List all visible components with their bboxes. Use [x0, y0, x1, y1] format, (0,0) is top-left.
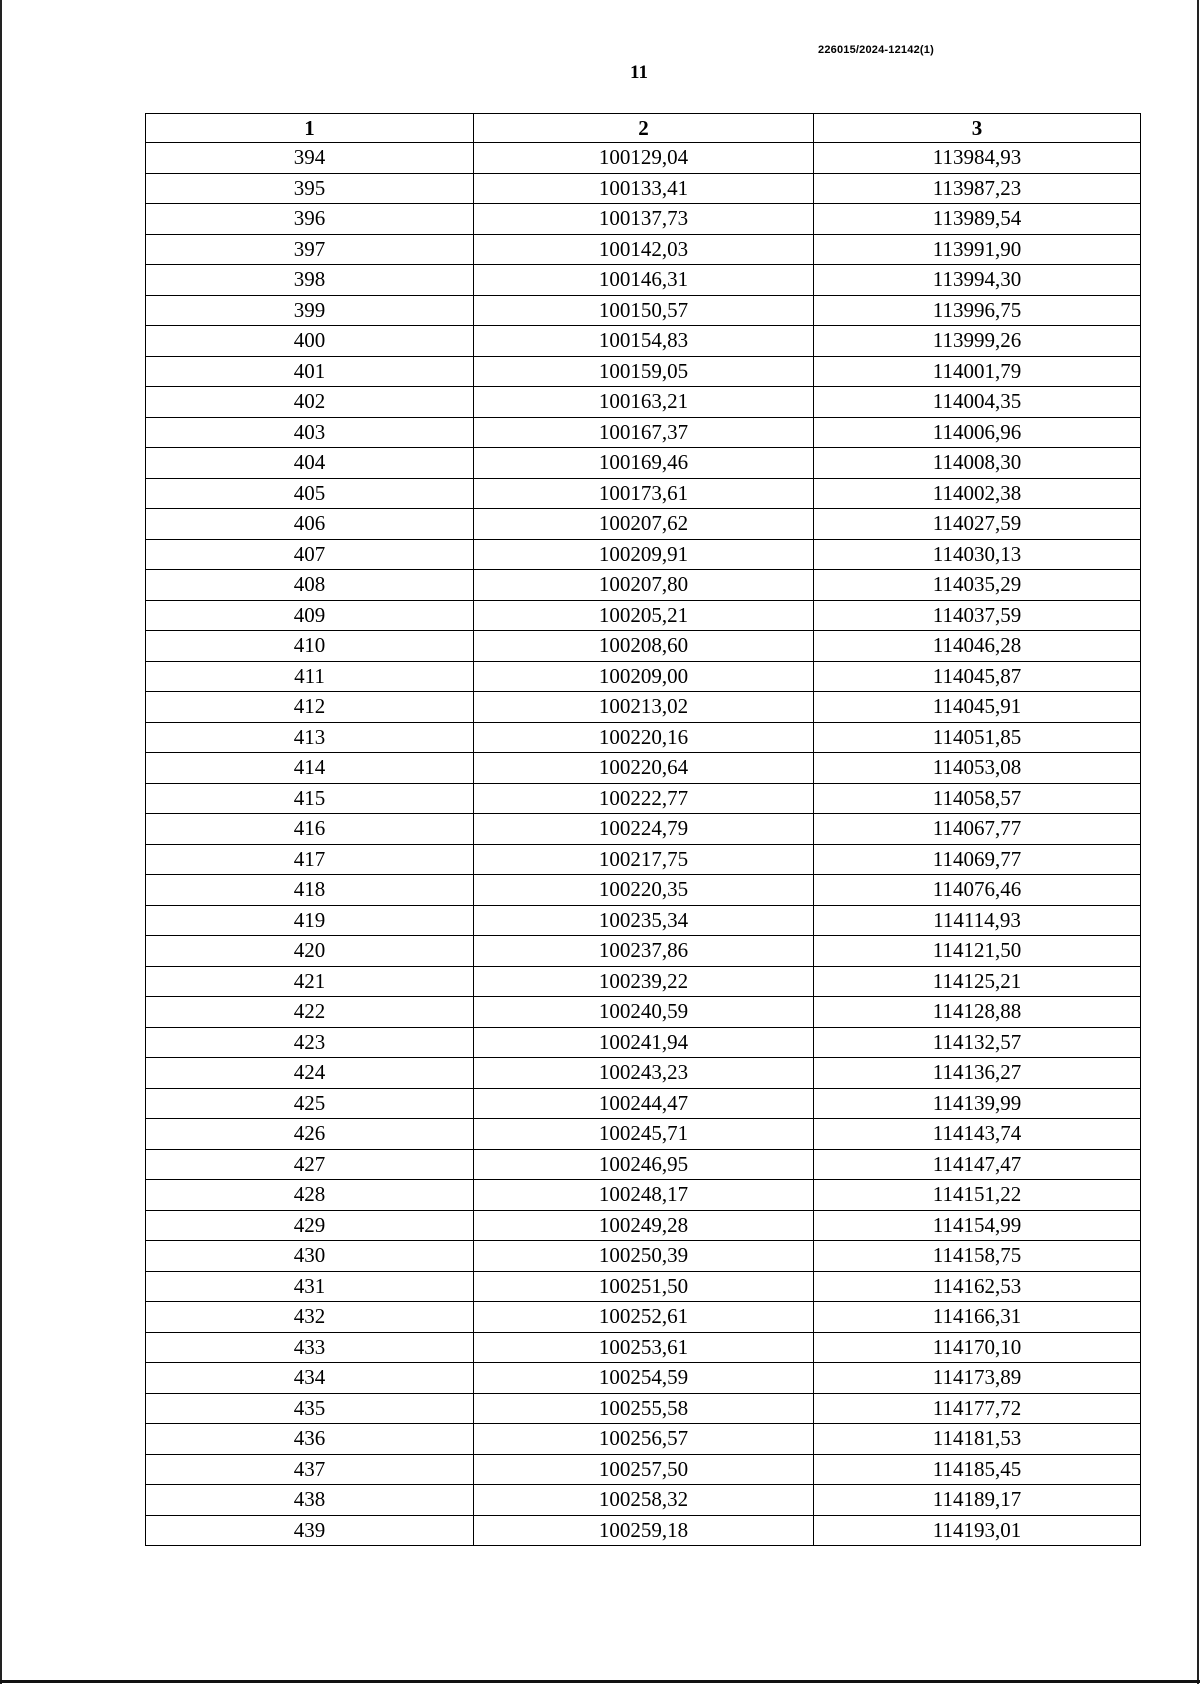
coordinate-y-cell: 114045,91 — [814, 692, 1141, 723]
coordinate-x-cell: 100250,39 — [474, 1241, 814, 1272]
coordinate-x-cell: 100220,64 — [474, 753, 814, 784]
coordinate-y-cell: 114151,22 — [814, 1180, 1141, 1211]
coordinate-x-cell: 100239,22 — [474, 966, 814, 997]
coordinate-y-cell: 113999,26 — [814, 326, 1141, 357]
coordinate-y-cell: 114008,30 — [814, 448, 1141, 479]
table-row — [146, 173, 1141, 204]
table-row — [146, 1393, 1141, 1424]
coordinate-y-cell: 114143,74 — [814, 1119, 1141, 1150]
coordinate-y-cell: 114193,01 — [814, 1515, 1141, 1546]
coordinate-x-cell: 100142,03 — [474, 234, 814, 265]
point-number-cell: 423 — [146, 1027, 474, 1058]
point-number-cell: 433 — [146, 1332, 474, 1363]
point-number-cell: 408 — [146, 570, 474, 601]
coordinate-y-cell: 114006,96 — [814, 417, 1141, 448]
point-number-cell: 419 — [146, 905, 474, 936]
coordinate-y-cell: 114069,77 — [814, 844, 1141, 875]
point-number-cell: 401 — [146, 356, 474, 387]
table-row — [146, 1363, 1141, 1394]
table-row — [146, 478, 1141, 509]
coordinate-y-cell: 113994,30 — [814, 265, 1141, 296]
table-row — [146, 570, 1141, 601]
coordinate-y-cell: 114045,87 — [814, 661, 1141, 692]
page-bottom-border — [0, 1680, 1200, 1683]
table-row — [146, 875, 1141, 906]
coordinate-x-cell: 100235,34 — [474, 905, 814, 936]
coordinate-x-cell: 100173,61 — [474, 478, 814, 509]
coordinate-y-cell: 114132,57 — [814, 1027, 1141, 1058]
coordinate-y-cell: 114067,77 — [814, 814, 1141, 845]
coordinate-x-cell: 100209,00 — [474, 661, 814, 692]
table-row — [146, 204, 1141, 235]
point-number-cell: 414 — [146, 753, 474, 784]
table-row — [146, 1515, 1141, 1546]
coordinate-y-cell: 113987,23 — [814, 173, 1141, 204]
coordinate-y-cell: 114035,29 — [814, 570, 1141, 601]
point-number-cell: 418 — [146, 875, 474, 906]
point-number-cell: 400 — [146, 326, 474, 357]
coordinate-x-cell: 100220,35 — [474, 875, 814, 906]
coordinate-y-cell: 114114,93 — [814, 905, 1141, 936]
table-row — [146, 936, 1141, 967]
point-number-cell: 432 — [146, 1302, 474, 1333]
point-number-cell: 425 — [146, 1088, 474, 1119]
point-number-cell: 403 — [146, 417, 474, 448]
point-number-cell: 429 — [146, 1210, 474, 1241]
coordinate-x-cell: 100217,75 — [474, 844, 814, 875]
coordinate-y-cell: 114058,57 — [814, 783, 1141, 814]
point-number-cell: 426 — [146, 1119, 474, 1150]
coordinate-y-cell: 114177,72 — [814, 1393, 1141, 1424]
page-number: 11 — [630, 62, 648, 83]
point-number-cell: 415 — [146, 783, 474, 814]
coordinate-y-cell: 114162,53 — [814, 1271, 1141, 1302]
coordinate-x-cell: 100208,60 — [474, 631, 814, 662]
coordinate-x-cell: 100167,37 — [474, 417, 814, 448]
table-row — [146, 1058, 1141, 1089]
point-number-cell: 399 — [146, 295, 474, 326]
table-row — [146, 1424, 1141, 1455]
coordinate-y-cell: 114076,46 — [814, 875, 1141, 906]
table-row — [146, 844, 1141, 875]
table-row — [146, 814, 1141, 845]
coordinate-y-cell: 114004,35 — [814, 387, 1141, 418]
table-row — [146, 692, 1141, 723]
table-row — [146, 143, 1141, 174]
point-number-cell: 396 — [146, 204, 474, 235]
coordinate-x-cell: 100254,59 — [474, 1363, 814, 1394]
coordinate-y-cell: 114139,99 — [814, 1088, 1141, 1119]
table-row — [146, 722, 1141, 753]
coordinate-x-cell: 100220,16 — [474, 722, 814, 753]
table-row — [146, 997, 1141, 1028]
coordinate-x-cell: 100257,50 — [474, 1454, 814, 1485]
table-row — [146, 417, 1141, 448]
point-number-cell: 416 — [146, 814, 474, 845]
coordinate-y-cell: 114051,85 — [814, 722, 1141, 753]
table-row — [146, 1332, 1141, 1363]
table-row — [146, 326, 1141, 357]
coordinate-x-cell: 100163,21 — [474, 387, 814, 418]
table-row — [146, 387, 1141, 418]
table-body — [146, 143, 1141, 1546]
table-row — [146, 631, 1141, 662]
coordinate-x-cell: 100154,83 — [474, 326, 814, 357]
table-row — [146, 539, 1141, 570]
coordinate-y-cell: 114147,47 — [814, 1149, 1141, 1180]
coordinate-x-cell: 100245,71 — [474, 1119, 814, 1150]
point-number-cell: 435 — [146, 1393, 474, 1424]
coordinate-y-cell: 114027,59 — [814, 509, 1141, 540]
point-number-cell: 430 — [146, 1241, 474, 1272]
table-row — [146, 966, 1141, 997]
point-number-cell: 431 — [146, 1271, 474, 1302]
coordinates-table — [145, 113, 1141, 1546]
coordinate-x-cell: 100244,47 — [474, 1088, 814, 1119]
coordinate-x-cell: 100258,32 — [474, 1485, 814, 1516]
coordinate-y-cell: 114185,45 — [814, 1454, 1141, 1485]
coordinate-x-cell: 100205,21 — [474, 600, 814, 631]
column-header-1: 1 — [146, 114, 474, 143]
table-row — [146, 905, 1141, 936]
coordinate-y-cell: 114136,27 — [814, 1058, 1141, 1089]
table-row — [146, 1241, 1141, 1272]
coordinate-y-cell: 114158,75 — [814, 1241, 1141, 1272]
point-number-cell: 427 — [146, 1149, 474, 1180]
point-number-cell: 406 — [146, 509, 474, 540]
coordinate-x-cell: 100253,61 — [474, 1332, 814, 1363]
column-header-3: 3 — [814, 114, 1141, 143]
table-row — [146, 1210, 1141, 1241]
coordinate-x-cell: 100240,59 — [474, 997, 814, 1028]
table-row — [146, 448, 1141, 479]
table-row — [146, 1454, 1141, 1485]
coordinate-x-cell: 100222,77 — [474, 783, 814, 814]
coordinate-y-cell: 114121,50 — [814, 936, 1141, 967]
coordinate-x-cell: 100248,17 — [474, 1180, 814, 1211]
point-number-cell: 409 — [146, 600, 474, 631]
coordinate-y-cell: 114037,59 — [814, 600, 1141, 631]
point-number-cell: 438 — [146, 1485, 474, 1516]
point-number-cell: 439 — [146, 1515, 474, 1546]
coordinate-x-cell: 100241,94 — [474, 1027, 814, 1058]
point-number-cell: 422 — [146, 997, 474, 1028]
point-number-cell: 394 — [146, 143, 474, 174]
coordinate-x-cell: 100137,73 — [474, 204, 814, 235]
table-row — [146, 234, 1141, 265]
point-number-cell: 395 — [146, 173, 474, 204]
coordinate-x-cell: 100255,58 — [474, 1393, 814, 1424]
coordinate-y-cell: 114046,28 — [814, 631, 1141, 662]
coordinate-x-cell: 100237,86 — [474, 936, 814, 967]
point-number-cell: 398 — [146, 265, 474, 296]
point-number-cell: 421 — [146, 966, 474, 997]
point-number-cell: 405 — [146, 478, 474, 509]
point-number-cell: 397 — [146, 234, 474, 265]
coordinate-x-cell: 100207,62 — [474, 509, 814, 540]
point-number-cell: 402 — [146, 387, 474, 418]
table-row — [146, 1027, 1141, 1058]
page-right-border — [1197, 0, 1199, 1684]
coordinate-x-cell: 100243,23 — [474, 1058, 814, 1089]
table-row — [146, 1302, 1141, 1333]
table-row — [146, 1485, 1141, 1516]
coordinate-y-cell: 114154,99 — [814, 1210, 1141, 1241]
table-row — [146, 1119, 1141, 1150]
coordinate-y-cell: 114125,21 — [814, 966, 1141, 997]
coordinate-x-cell: 100251,50 — [474, 1271, 814, 1302]
table-row — [146, 1271, 1141, 1302]
table-row — [146, 265, 1141, 296]
coordinate-y-cell: 113984,93 — [814, 143, 1141, 174]
point-number-cell: 411 — [146, 661, 474, 692]
coordinate-x-cell: 100259,18 — [474, 1515, 814, 1546]
coordinate-y-cell: 114189,17 — [814, 1485, 1141, 1516]
coordinate-y-cell: 114001,79 — [814, 356, 1141, 387]
point-number-cell: 428 — [146, 1180, 474, 1211]
table-row — [146, 356, 1141, 387]
table-row — [146, 661, 1141, 692]
document-number: 226015/2024-12142(1) — [818, 44, 934, 56]
coordinate-x-cell: 100256,57 — [474, 1424, 814, 1455]
point-number-cell: 420 — [146, 936, 474, 967]
coordinate-y-cell: 114030,13 — [814, 539, 1141, 570]
point-number-cell: 436 — [146, 1424, 474, 1455]
table-row — [146, 295, 1141, 326]
coordinate-x-cell: 100159,05 — [474, 356, 814, 387]
coordinate-x-cell: 100169,46 — [474, 448, 814, 479]
table-row — [146, 1180, 1141, 1211]
coordinate-x-cell: 100209,91 — [474, 539, 814, 570]
page-left-border — [0, 0, 2, 1684]
point-number-cell: 413 — [146, 722, 474, 753]
coordinate-y-cell: 113996,75 — [814, 295, 1141, 326]
point-number-cell: 410 — [146, 631, 474, 662]
table-header-row — [146, 114, 1141, 143]
coordinate-x-cell: 100224,79 — [474, 814, 814, 845]
point-number-cell: 434 — [146, 1363, 474, 1394]
table-row — [146, 753, 1141, 784]
coordinate-y-cell: 114002,38 — [814, 478, 1141, 509]
coordinate-y-cell: 113989,54 — [814, 204, 1141, 235]
point-number-cell: 437 — [146, 1454, 474, 1485]
coordinate-x-cell: 100213,02 — [474, 692, 814, 723]
table-row — [146, 1149, 1141, 1180]
coordinate-x-cell: 100207,80 — [474, 570, 814, 601]
table-row — [146, 509, 1141, 540]
coordinate-x-cell: 100129,04 — [474, 143, 814, 174]
coordinate-x-cell: 100133,41 — [474, 173, 814, 204]
point-number-cell: 424 — [146, 1058, 474, 1089]
point-number-cell: 404 — [146, 448, 474, 479]
table-row — [146, 1088, 1141, 1119]
coordinate-y-cell: 114181,53 — [814, 1424, 1141, 1455]
coordinate-y-cell: 114166,31 — [814, 1302, 1141, 1333]
point-number-cell: 417 — [146, 844, 474, 875]
point-number-cell: 412 — [146, 692, 474, 723]
coordinate-x-cell: 100246,95 — [474, 1149, 814, 1180]
table-row — [146, 783, 1141, 814]
coordinate-y-cell: 113991,90 — [814, 234, 1141, 265]
coordinate-y-cell: 114053,08 — [814, 753, 1141, 784]
point-number-cell: 407 — [146, 539, 474, 570]
column-header-2: 2 — [474, 114, 814, 143]
coordinate-y-cell: 114170,10 — [814, 1332, 1141, 1363]
coordinate-x-cell: 100249,28 — [474, 1210, 814, 1241]
coordinate-y-cell: 114128,88 — [814, 997, 1141, 1028]
coordinate-y-cell: 114173,89 — [814, 1363, 1141, 1394]
table-row — [146, 600, 1141, 631]
coordinate-x-cell: 100252,61 — [474, 1302, 814, 1333]
coordinate-x-cell: 100150,57 — [474, 295, 814, 326]
coordinate-x-cell: 100146,31 — [474, 265, 814, 296]
